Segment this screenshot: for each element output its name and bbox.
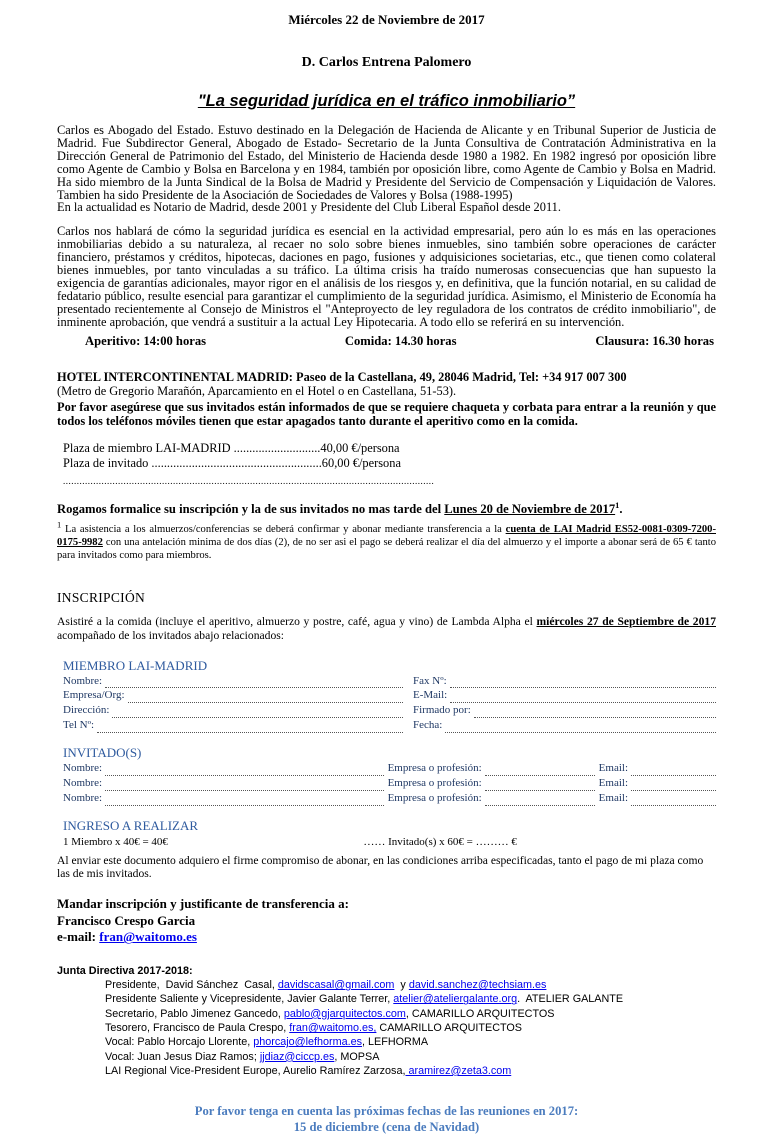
member-form-row (63, 688, 403, 703)
board-email-link[interactable]: jjdiaz@ciccp.es (259, 1050, 335, 1063)
guests-form (57, 761, 716, 807)
board-email-link[interactable]: pablo@gjarquitectos.com (283, 1007, 406, 1020)
member-fecha-field[interactable] (445, 721, 716, 733)
guest-row (63, 791, 716, 806)
guest-email-label: Email: (598, 761, 628, 774)
intro-prefix: Asistiré a la comida (incluye el aperitivo, almuerzo y postre, café, agua y vino) de Lambda Alpha el (57, 614, 537, 628)
board-text: Vocal: Juan Jesus Diaz Ramos; (105, 1050, 260, 1063)
price-guest: Plaza de invitado .......................................................60,00 €/persona (63, 456, 401, 471)
guest-name-label: Nombre: (63, 761, 103, 774)
schedule-aperitivo: Aperitivo: 14:00 horas (85, 333, 207, 348)
email-prefix: e-mail: (57, 929, 100, 945)
contact-email-link[interactable]: fran@waitomo.es (99, 929, 197, 945)
contact-name: Francisco Crespo Garcia (57, 912, 196, 928)
guest-row (63, 776, 716, 791)
payment-heading: INGRESO A REALIZAR (63, 818, 199, 834)
board-text: , MOPSA (334, 1050, 380, 1063)
member-form-row (413, 688, 716, 703)
board-text: , CAMARILLO ARQUITECTOS (405, 1007, 555, 1020)
inscription-heading: INSCRIPCIÓN (57, 589, 146, 605)
guest-email-label: Email: (598, 792, 628, 805)
guest-email-field[interactable] (631, 794, 716, 806)
schedule-comida: Comida: 14.30 horas (344, 333, 457, 348)
event-date: Miércoles 22 de Noviembre de 2017 (288, 12, 485, 27)
footnote-marker: 1 (57, 519, 62, 530)
bio-text-2: En la actualidad es Notario de Madrid, desde 2001 y Presidente del Club Liberal Español desde 2011. (57, 200, 561, 215)
guest-email-field[interactable] (631, 764, 716, 776)
guests-form-heading: INVITADO(S) (63, 744, 142, 760)
payment-amounts (57, 836, 716, 848)
member-empresa-field[interactable] (128, 691, 403, 703)
member-form-row (63, 718, 403, 733)
member-fax-field[interactable] (450, 676, 716, 688)
guest-company-field[interactable] (485, 779, 595, 791)
send-to-block (57, 896, 716, 946)
board-member-row (57, 978, 716, 992)
footnote (57, 519, 716, 562)
tel-label: Tel Nº: (63, 718, 95, 731)
intro-date: miércoles 27 de Septiembre de 2017 (536, 614, 716, 628)
board-text: Tesorero, Francisco de Paula Crespo, (105, 1022, 290, 1035)
guest-email-label: Email: (598, 776, 628, 789)
board-member-row (57, 1007, 716, 1021)
guest-name-label: Nombre: (63, 776, 103, 789)
commitment-text: Al enviar este documento adquiero el firme compromiso de abonar, en las condiciones arriba especificadas, tanto el pago de mi plaza como las de mis invitados. (57, 854, 704, 881)
schedule-row (57, 334, 716, 349)
upcoming-dates-footer (57, 1104, 716, 1135)
guest-company-field[interactable] (485, 794, 595, 806)
member-form-row (63, 703, 403, 718)
intro-suffix: acompañado de los invitados abajo relacionados: (57, 629, 284, 643)
board-member-row (57, 1035, 716, 1049)
contact-email-line (57, 929, 716, 946)
board-text: Presidente, David Sánchez Casal, (105, 979, 278, 992)
deadline-prefix: Rogamos formalice su inscripción y la de sus invitados no mas tarde del (57, 501, 445, 516)
member-form-heading: MIEMBRO LAI-MADRID (63, 657, 208, 673)
member-form-row (413, 703, 716, 718)
board-email-link[interactable]: fran@waitomo.es, (289, 1022, 377, 1035)
bio-paragraph (57, 124, 716, 214)
send-to-line: Mandar inscripción y justificante de transferencia a: (57, 896, 349, 912)
board-member-row (57, 992, 716, 1006)
bank-account: cuenta de LAI Madrid ES52-0081-0309-7200-0175-9982 (57, 523, 716, 548)
board-text: Secretario, Pablo Jimenez Gancedo, (105, 1007, 284, 1020)
talk-abstract: Carlos nos hablará de cómo la seguridad jurídica es esencial en la actividad empresarial, pero aún lo es más en las operaciones inmobiliarias debido a su naturaleza, al recaer no solo sobre bienes inmuebles, sino también sobre operaciones de carácter financiero, préstamos y créditos, hipotecas, daciones en pago, fusiones y adquisiciones societarias, etc., que tienen como colateral bienes inmuebles, por tanto vinculadas a su tráfico. La última crisis ha traído numerosas consecuencias que han supuesto la exigencia de garantías adicionales, mayor rigor en el análisis de los riesgos y, en definitiva, que la función notarial, en su calidad de fedatario público, resulte esencial para garantizar el cumplimiento de la seguridad jurídica. Asimismo, el Ministerio de Economía ha presentado recientemente al Consejo de Ministros el "Anteproyecto de ley reguladora de los contratos de crédito inmobiliario", de inminente aprobación, que vendrá a sustituir a la actual Ley Hipotecaria. A todo ello se referirá en su intervención. (57, 224, 716, 329)
board-text: . ATELIER GALANTE (517, 993, 624, 1006)
board-text: Presidente Saliente y Vicepresidente, Javier Galante Terrer, (105, 993, 394, 1006)
footnote-ref: 1 (615, 499, 620, 510)
guest-name-label: Nombre: (63, 792, 103, 805)
guest-name-field[interactable] (105, 779, 383, 791)
bio-text-1: Carlos es Abogado del Estado. Estuvo destinado en la Delegación de Hacienda de Alicante y en Tribunal Superior de Justicia de Madrid. Fue Subdirector General, Abogado de Estado- Secretario de la Junta Consultiva de Contratación Administrativa en la Dirección General de Patrimonio del Estado, del Ministerio de Hacienda desde 1980 a 1982. En 1982 ingresó por oposición libre como Agente de Cambio y Bolsa en Barcelona y en 1984, también por oposición libre, como Agente de Cambio y Bolsa en Madrid. Ha sido miembro de la Junta Sindical de la Bolsa de Madrid y Presidente del Servicio de Compensación y Liquidación de Valores. Tambien ha sido Presidente de la Asociación de Sociedades de Valores y Bolsa (1988-1995) (57, 123, 716, 202)
guest-company-label: Empresa o profesión: (387, 792, 482, 805)
footnote-text-2: con una antelación minima de dos días (2), de no ser asi el pago se deberá realizar el día del almuerzo y el importe a abonar será de 65 € tanto para invitados como para miembros. (57, 536, 716, 561)
board-text: LAI Regional Vice-President Europe, Aurelio Ramírez Zarzosa, (105, 1064, 406, 1077)
guest-company-field[interactable] (485, 764, 595, 776)
board-section (57, 964, 716, 1078)
guest-row (63, 761, 716, 776)
dotted-separator: ....................................................................................................................................... (63, 475, 435, 486)
guest-name-field[interactable] (105, 764, 383, 776)
direccion-label: Dirección: (63, 704, 110, 717)
footer-line-2: 15 de diciembre (cena de Navidad) (293, 1119, 480, 1134)
speaker-name: D. Carlos Entrena Palomero (301, 55, 472, 70)
member-form (57, 674, 716, 733)
footer-line-1: Por favor tenga en cuenta las próximas fechas de las reuniones en 2017: (194, 1104, 579, 1119)
guest-email-field[interactable] (631, 779, 716, 791)
deadline-suffix: . (619, 501, 623, 516)
price-member: Plaza de miembro LAI-MADRID ............................40,00 €/persona (63, 440, 400, 455)
footnote-text-1: La asistencia a los almuerzos/conferencias se deberá confirmar y abonar mediante transferencia a la (61, 523, 506, 535)
member-form-row (63, 674, 403, 689)
talk-title: "La seguridad jurídica en el tráfico inmobiliario” (197, 92, 576, 110)
board-email-link[interactable]: aramirez@zeta3.com (405, 1064, 512, 1077)
board-email-link[interactable]: atelier@ateliergalante.org (393, 993, 518, 1006)
empresa-label: Empresa/Org: (63, 689, 125, 702)
board-text: y (394, 979, 409, 992)
board-text: , LEFHORMA (362, 1036, 429, 1049)
board-member-row (57, 1064, 716, 1078)
member-email-field[interactable] (450, 691, 716, 703)
board-email-link[interactable]: davidscasal@gmail.com (277, 979, 395, 992)
member-direccion-field[interactable] (112, 706, 403, 718)
board-email-link[interactable]: david.sanchez@techsiam.es (408, 979, 547, 992)
board-heading: Junta Directiva 2017-2018: (57, 964, 193, 977)
inscription-intro (57, 615, 716, 644)
member-form-row (413, 674, 716, 689)
guest-company-label: Empresa o profesión: (387, 776, 482, 789)
fecha-label: Fecha: (413, 718, 443, 731)
deadline-line (57, 499, 716, 517)
board-email-link[interactable]: phorcajo@lefhorma.es (253, 1036, 363, 1049)
fax-label: Fax Nº: (413, 674, 447, 687)
guest-company-label: Empresa o profesión: (387, 761, 482, 774)
venue-block (57, 370, 716, 428)
email-label: E-Mail: (413, 689, 448, 702)
price-list (57, 441, 716, 472)
hotel-address: HOTEL INTERCONTINENTAL MADRID: Paseo de la Castellana, 49, 28046 Madrid, Tel: +34 917 007 300 (57, 369, 627, 384)
metro-info: (Metro de Gregorio Marañón, Aparcamiento en el Hotel o en Castellana, 51-53). (57, 384, 457, 399)
nombre-label: Nombre: (63, 674, 103, 687)
schedule-clausura: Clausura: 16.30 horas (595, 333, 714, 348)
deadline-date: Lunes 20 de Noviembre de 2017 (444, 501, 616, 516)
firmado-label: Firmado por: (413, 704, 471, 717)
member-tel-field[interactable] (97, 721, 403, 733)
member-form-row (413, 718, 716, 733)
dress-code-notice: Por favor asegúrese que sus invitados están informados de que se requiere chaqueta y corbata para entrar a la reunión y que todos los teléfonos móviles tienen que estar apagados tanto durante el aperitivo como en la comida. (57, 399, 716, 428)
board-text: CAMARILLO ARQUITECTOS (376, 1022, 522, 1035)
member-amount: 1 Miembro x 40€ = 40€ (63, 836, 168, 849)
guest-amount: …… Invitado(s) x 60€ = ……… € (363, 836, 517, 849)
board-member-row (57, 1050, 716, 1064)
board-member-row (57, 1021, 716, 1035)
member-firmado-field[interactable] (474, 706, 716, 718)
guest-name-field[interactable] (105, 794, 383, 806)
member-nombre-field[interactable] (105, 676, 403, 688)
board-text: Vocal: Pablo Horcajo Llorente, (105, 1036, 254, 1049)
